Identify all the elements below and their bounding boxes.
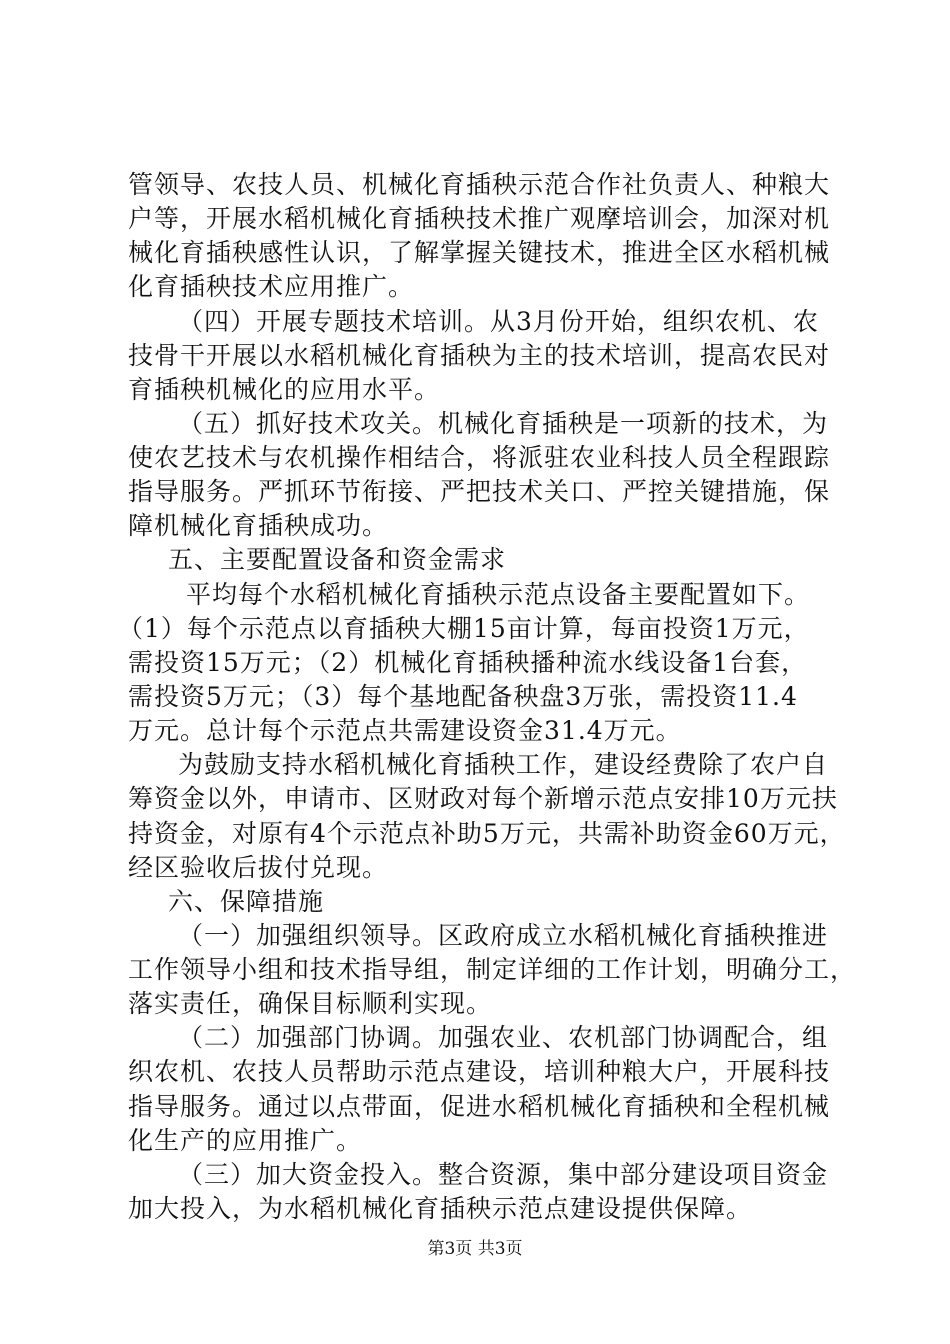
body-line: 织农机、农技人员帮助示范点建设，培训种粮大户，开展科技	[128, 1057, 831, 1086]
body-line: 障机械化育插秧成功。	[128, 511, 389, 540]
body-line: 经区验收后拔付兑现。	[128, 853, 389, 882]
body-line: 使农艺技术与农机操作相结合，将派驻农业科技人员全程跟踪	[128, 443, 831, 472]
body-line: 持资金，对原有4个示范点补助5万元，共需补助资金60万元，	[128, 819, 846, 848]
body-line: 育插秧机械化的应用水平。	[128, 375, 441, 404]
body-line: 技骨干开展以水稻机械化育插秧为主的技术培训，提高农民对	[128, 341, 831, 370]
body-line: （三）加大资金投入。整合资源，集中部分建设项目资金	[178, 1160, 829, 1189]
body-line: （1）每个示范点以育插秧大棚15亩计算，每亩投资1万元，	[118, 614, 810, 643]
body-line: 筹资金以外，申请市、区财政对每个新增示范点安排10万元扶	[128, 784, 838, 813]
body-line: 加大投入，为水稻机械化育插秧示范点建设提供保障。	[128, 1194, 753, 1223]
body-line: 落实责任，确保目标顺利实现。	[128, 989, 493, 1018]
page-number-footer: 第3页 共3页	[427, 1239, 523, 1259]
body-line: 化育插秧技术应用推广。	[128, 272, 415, 301]
body-line: 械化育插秧感性认识，了解掌握关键技术，推进全区水稻机械	[128, 238, 831, 267]
body-line: （五）抓好技术攻关。机械化育插秧是一项新的技术，为	[178, 409, 829, 438]
body-line: 工作领导小组和技术指导组，制定详细的工作计划，明确分工，	[128, 955, 857, 984]
body-line: 需投资15万元；（2）机械化育插秧播种流水线设备1台套，	[128, 648, 808, 677]
body-line: 管领导、农技人员、机械化育插秧示范合作社负责人、种粮大	[128, 170, 831, 199]
body-line: 指导服务。通过以点带面，促进水稻机械化育插秧和全程机械	[128, 1092, 831, 1121]
body-line: 平均每个水稻机械化育插秧示范点设备主要配置如下。	[186, 580, 811, 609]
body-line: 化生产的应用推广。	[128, 1126, 363, 1155]
body-line: （一）加强组织领导。区政府成立水稻机械化育插秧推进	[178, 921, 829, 950]
section-heading: 六、保障措施	[168, 887, 325, 916]
body-line: 需投资5万元；（3）每个基地配备秧盘3万张，需投资11.4	[128, 682, 798, 711]
body-line: 为鼓励支持水稻机械化育插秧工作，建设经费除了农户自	[178, 750, 829, 779]
body-line: 万元。总计每个示范点共需建设资金31.4万元。	[128, 716, 682, 745]
section-heading: 五、主要配置设备和资金需求	[168, 545, 507, 574]
body-line: （四）开展专题技术培训。从3月份开始，组织农机、农	[178, 307, 819, 336]
body-line: 户等，开展水稻机械化育插秧技术推广观摩培训会，加深对机	[128, 204, 831, 233]
body-line: 指导服务。严抓环节衔接、严把技术关口、严控关键措施，保	[128, 477, 831, 506]
body-line: （二）加强部门协调。加强农业、农机部门协调配合，组	[178, 1023, 829, 1052]
